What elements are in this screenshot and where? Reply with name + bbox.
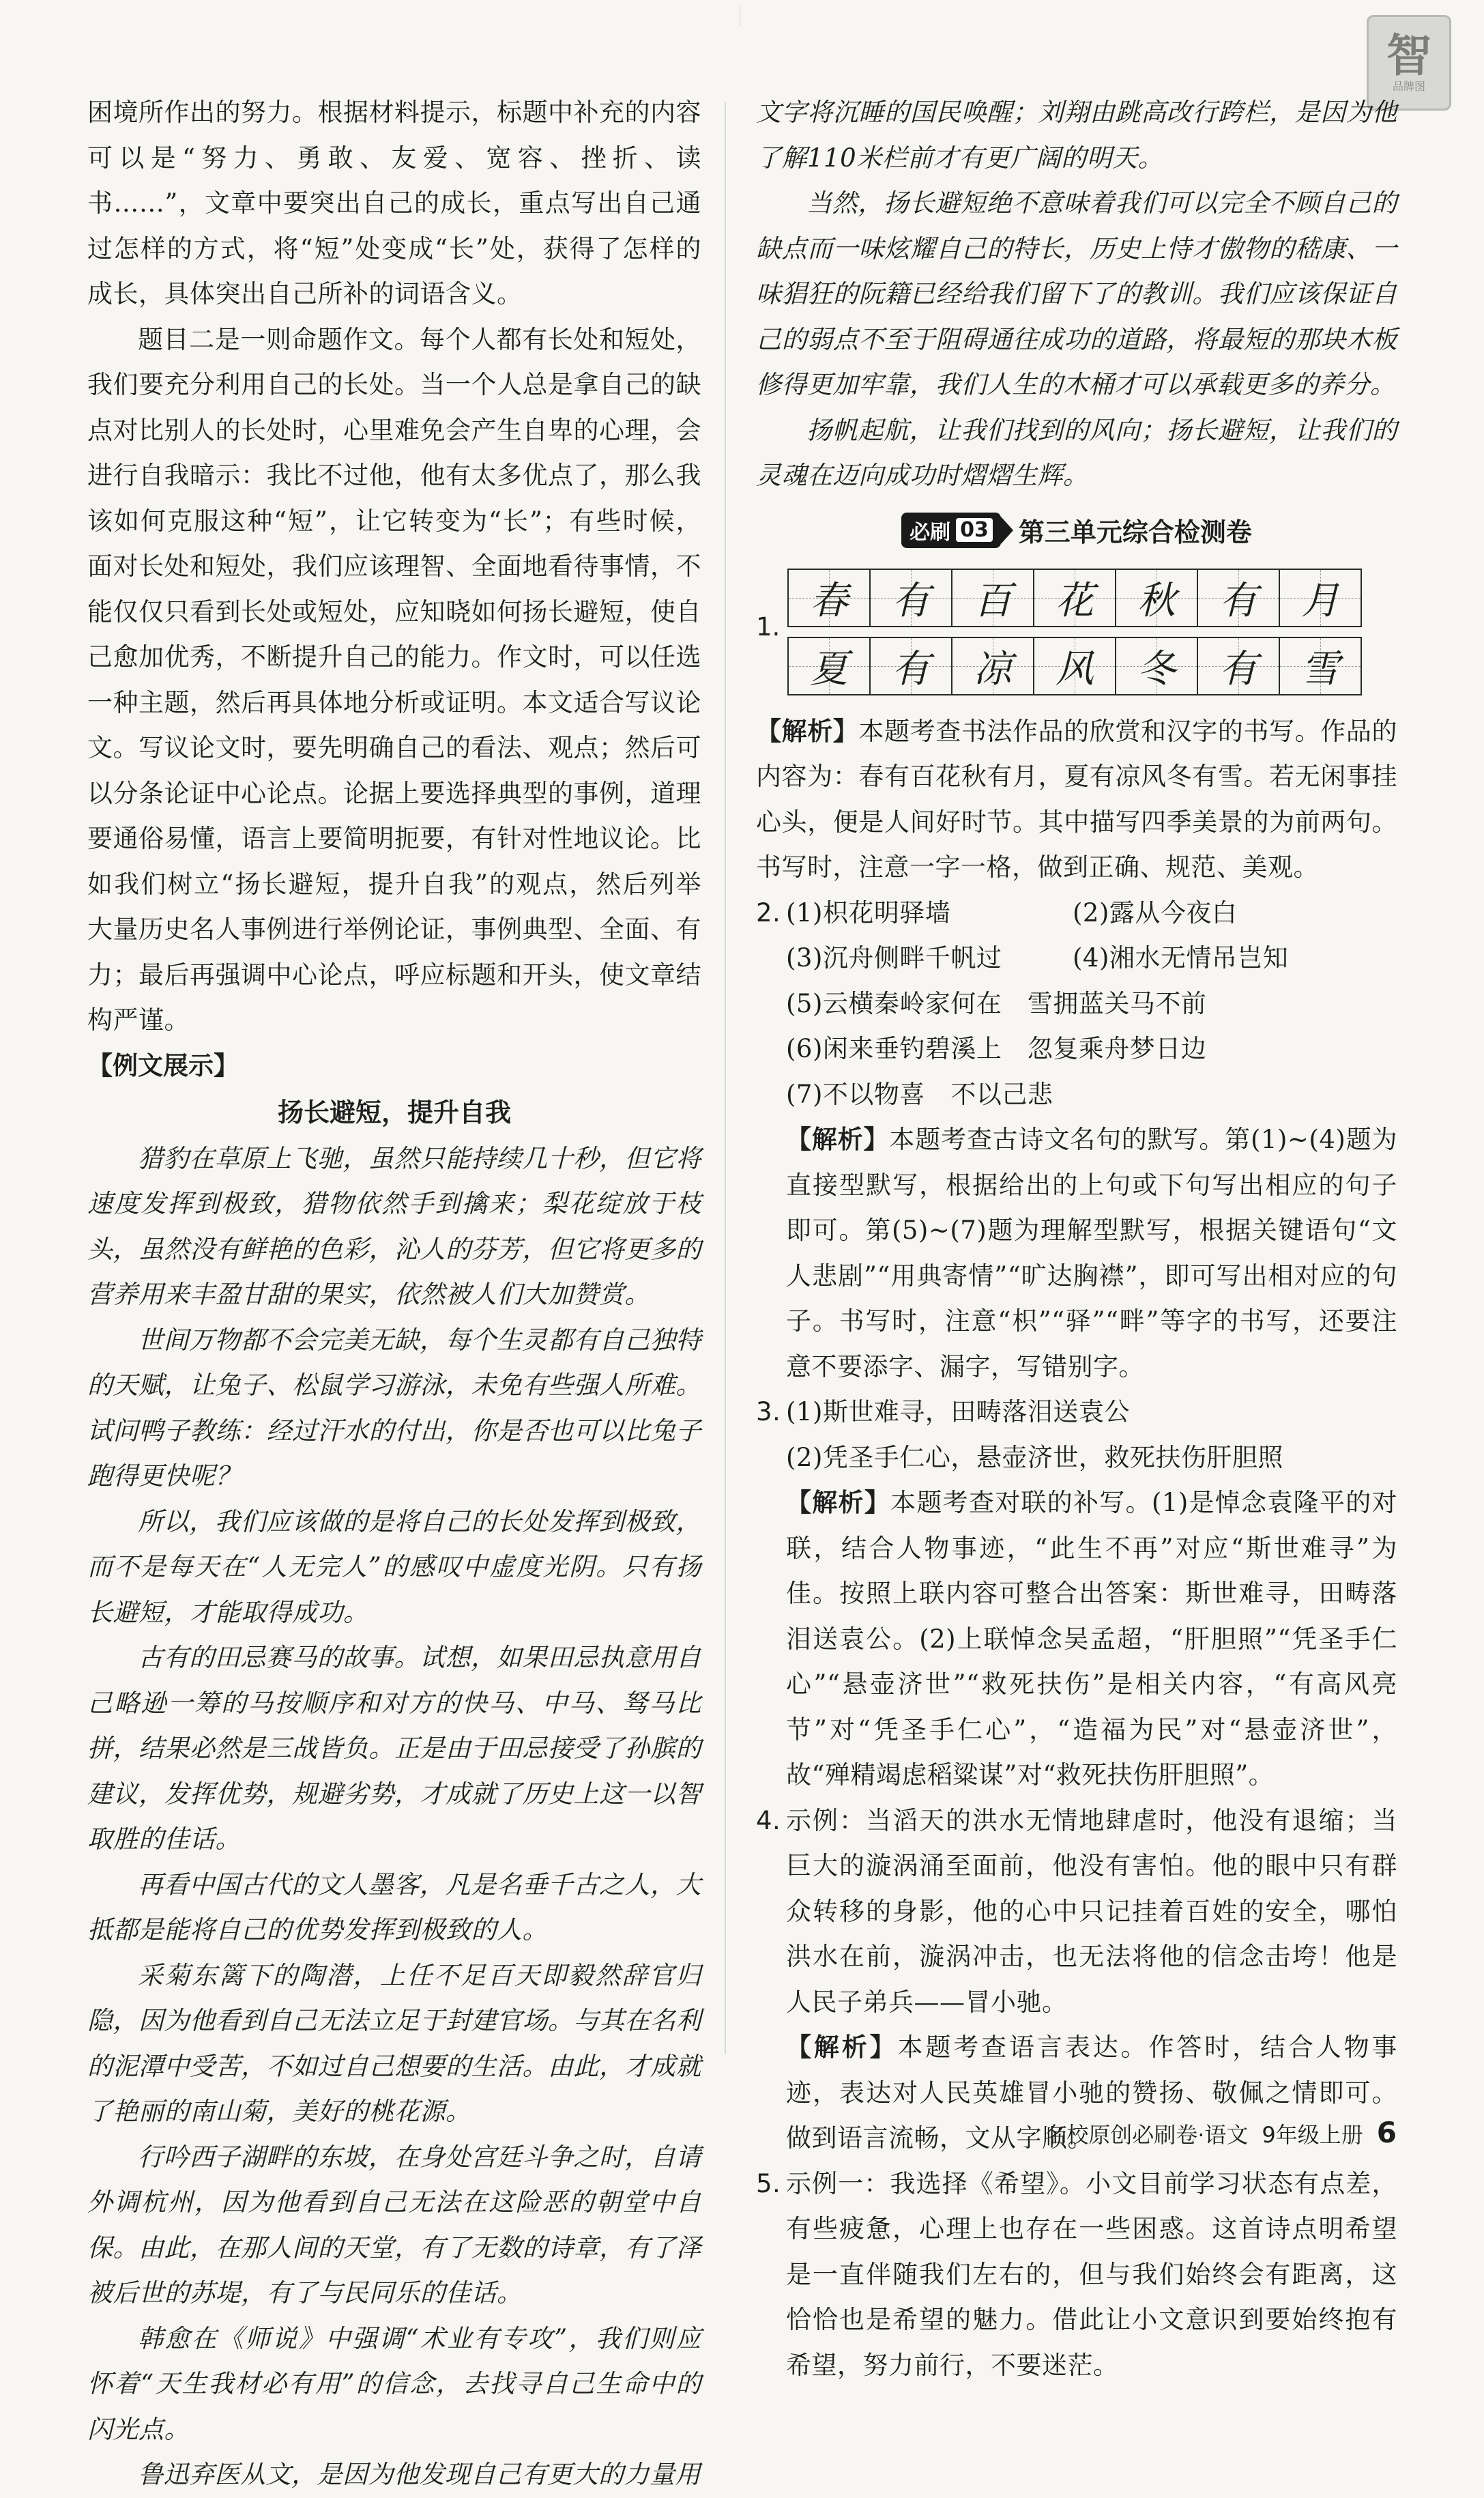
section-title: 第三单元综合检测卷 [1018, 517, 1252, 547]
essay-paragraph: 再看中国古代的文人墨客，凡是名垂千古之人，大抵都是能将自己的优势发挥到极致的人。 [87, 1869, 701, 1944]
crop-mark [740, 5, 747, 26]
grid-cell: 冬 [1115, 637, 1198, 695]
grid-cell: 有 [869, 569, 952, 627]
grid-cell: 夏 [787, 637, 871, 695]
answer: 示例一：我选择《希望》。小文目前学习状态有点差，有些疲惫，心理上也存在一些困惑。这首诗点明希望是一直伴随我们左右的，但与我们始终会有距离，这恰恰也是希望的魅力。借此让小文意识到要始终抱有希望，努力前行，不要迷茫。 [786, 2168, 1397, 2380]
grid-cell: 花 [1033, 569, 1116, 627]
section-badge [901, 513, 1001, 548]
logo-sub: 品牌图 [1392, 79, 1425, 93]
analysis [786, 1480, 1397, 1798]
grid-cell: 有 [1197, 569, 1280, 627]
grid-cell: 月 [1279, 569, 1362, 627]
question-2 [756, 891, 1397, 1390]
book-title: 名校原创必刷卷·语文 [1045, 2122, 1249, 2148]
question-3 [756, 1390, 1397, 1798]
essay-paragraph: 世间万物都不会完美无缺，每个生灵都有自己独特的天赋，让兔子、松鼠学习游泳，未免有些强人所难。试问鸭子教练：经过汗水的付出，你是否也可以比兔子跑得更快呢？ [87, 1325, 701, 1491]
essay-paragraph: 鲁迅弃医从文，是因为他发现自己有更大的力量用 [138, 2460, 701, 2489]
answer: 示例：当滔天的洪水无情地肆虐时，他没有退缩；当巨大的漩涡涌至面前，他没有害怕。他的眼中只有群众转移的身影，他的心中只记挂着百姓的安全，哪怕洪水在前，漩涡冲击，也无法将他的信念击垮！他是人民子弟兵——冒小驰。 [786, 1805, 1397, 2017]
answer: (4)湘水无情吊岂知 [1073, 943, 1289, 973]
badge-number: 03 [956, 518, 993, 542]
example-label: 【例文展示】 [87, 1050, 239, 1080]
section-header [756, 502, 1397, 559]
answer: (2)露从今夜白 [1073, 898, 1238, 928]
grid-cell: 雪 [1279, 637, 1362, 695]
essay-paragraph: 当然，扬长避短绝不意味着我们可以完全不顾自己的缺点而一味炫耀自己的特长，历史上恃才傲物的嵇康、一味猖狂的阮籍已经给我们留下了的教训。我们应该保证自己的弱点不至于阻碍通往成功的道路，将最短的那块木板修得更加牢靠，我们人生的木桶才可以承载更多的养分。 [756, 188, 1397, 399]
analysis-text: 本题考查古诗文名句的默写。第(1)~(4)题为直接型默写，根据给出的上句或下句写出相应的句子即可。第(5)~(7)题为理解型默写，根据关键语句“文人悲剧”“用典寄情”“旷达胸襟”，即可写出相对应的句子。书写时，注意“枳”“驿”“畔”等字的书写，还要注意不要添字、漏字，写错别字。 [786, 1125, 1398, 1381]
analysis [786, 1117, 1397, 1390]
analysis-tag: 【解析】 [786, 2033, 898, 2062]
analysis-text: 本题考查书法作品的欣赏和汉字的书写。作品的内容为：春有百花秋有月，夏有凉风冬有雪。若无闲事挂心头，便是人间好时节。其中描写四季美景的为前两句。书写时，注意一字一格，做到正确、规范、美观。 [756, 716, 1398, 882]
question-1-grid [756, 569, 1397, 705]
essay-paragraph: 行吟西子湖畔的东坡，在身处宫廷斗争之时，自请外调杭州，因为他看到自己无法在这险恶的朝堂中自保。由此，在那人间的天堂，有了无数的诗章，有了泽被后世的苏堤，有了与民同乐的佳话。 [87, 2142, 701, 2308]
answer-row [786, 891, 1397, 936]
page-number: 6 [1376, 2116, 1397, 2149]
badge-arrow-icon [1001, 517, 1013, 544]
answer: (2)凭圣手仁心，悬壶济世，救死扶伤肝胆照 [786, 1442, 1283, 1472]
essay-paragraph: 古有的田忌赛马的故事。试想，如果田忌执意用自己略逊一筹的马按顺序和对方的快马、中马、驽马比拼，结果必然是三战皆负。正是由于田忌接受了孙膑的建议，发挥优势，规避劣势，才成就了历史上这一以智取胜的佳话。 [87, 1643, 701, 1854]
left-column [87, 90, 701, 2498]
analysis-text: 本题考查对联的补写。(1)是悼念袁隆平的对联，结合人物事迹，“此生不再”对应“斯世难寻”为佳。按照上联内容可整合出答案：斯世难寻，田畴落泪送袁公。(2)上联悼念吴孟超，“肝胆照”“凭圣手仁心”“悬壶济世”“救死扶伤”是相关内容，“有高风亮节”对“凭圣手仁心”，“造福为民”对“悬壶济世”，故“殚精竭虑稻粱谋”对“救死扶伤肝胆照”。 [786, 1488, 1397, 1790]
essay-title: 扬长避短，提升自我 [277, 1097, 511, 1128]
analysis-tag: 【解析】 [756, 716, 859, 746]
column-divider [725, 102, 726, 2054]
answer: (6)闲来垂钓碧溪上 忽复乘舟梦日边 [786, 1034, 1207, 1063]
essay-paragraph: 所以，我们应该做的是将自己的长处发挥到极致，而不是每天在“人无完人”的感叹中虚度光阴。只有扬长避短，才能取得成功。 [87, 1506, 701, 1627]
answer-row [786, 936, 1397, 981]
grid-cell: 有 [1197, 637, 1280, 695]
answer: (3)沉舟侧畔千帆过 [786, 943, 1002, 973]
question-number: 5. [756, 2168, 781, 2198]
badge-label: 必刷 [910, 520, 951, 545]
answer: (5)云横秦岭家何在 雪拥蓝关马不前 [786, 988, 1207, 1018]
answer: (1)斯世难寻，田畴落泪送袁公 [786, 1397, 1130, 1426]
question-number: 3. [756, 1397, 781, 1426]
grid-cell: 凉 [951, 637, 1034, 695]
essay-paragraph: 采菊东篱下的陶潜，上任不足百天即毅然辞官归隐，因为他看到自己无法立足于封建官场。与其在名利的泥潭中受苦，不如过自己想要的生活。由此，才成就了艳丽的南山菊，美好的桃花源。 [87, 1960, 701, 2126]
answer: (7)不以物喜 不以己悲 [786, 1079, 1053, 1109]
question-5 [756, 2162, 1397, 2389]
analysis [756, 709, 1397, 891]
question-number: 4. [756, 1805, 781, 1835]
question-number: 2. [756, 898, 781, 928]
grid-row-1 [787, 569, 1361, 627]
analysis-tag: 【解析】 [786, 1125, 890, 1154]
essay-paragraph: 扬帆起航，让我们找到的风向；扬长避短，让我们的灵魂在迈向成功时熠熠生辉。 [756, 415, 1397, 490]
answer: (1)枳花明驿墙 [786, 898, 951, 928]
grid-row-2 [787, 637, 1361, 695]
grid-cell: 有 [869, 637, 952, 695]
logo-char: 智 [1386, 28, 1431, 82]
page-footer [1045, 2116, 1397, 2149]
left-paragraph-1: 困境所作出的努力。根据材料提示，标题中补充的内容可以是“努力、勇敢、友爱、宽容、挫折、读书……”，文章中要突出自己的成长，重点写出自己通过怎样的方式，将“短”处变成“长”处，获得了怎样的成长，具体突出自己所补的词语含义。 [87, 98, 701, 308]
grid-cell: 秋 [1115, 569, 1198, 627]
grid-cell: 百 [951, 569, 1034, 627]
essay-continuation: 文字将沉睡的国民唤醒；刘翔由跳高改行跨栏，是因为他了解110米栏前才有更广阔的明天。 [756, 98, 1397, 173]
question-number: 1. [756, 612, 781, 642]
grid-cell: 春 [787, 569, 871, 627]
essay-paragraph: 韩愈在《师说》中强调“术业有专攻”，我们则应怀着“天生我材必有用”的信念，去找寻自己生命中的闪光点。 [87, 2323, 701, 2444]
essay-paragraph: 猎豹在草原上飞驰，虽然只能持续几十秒，但它将速度发挥到极致，猎物依然手到擒来；梨花绽放于枝头，虽然没有鲜艳的色彩，沁人的芬芳，但它将更多的营养用来丰盈甘甜的果实，依然被人们大加赞赏。 [87, 1143, 701, 1309]
grid-cell: 风 [1033, 637, 1116, 695]
question-4 [756, 1798, 1397, 2162]
right-column [756, 90, 1397, 2388]
analysis-tag: 【解析】 [786, 1488, 891, 1517]
left-paragraph-2: 题目二是一则命题作文。每个人都有长处和短处，我们要充分利用自己的长处。当一个人总是拿自己的缺点对比别人的长处时，心里难免会产生自卑的心理，会进行自我暗示：我比不过他，他有太多优点了，那么我该如何克服这种“短”，让它转变为“长”；有些时候，面对长处和短处，我们应该理智、全面地看待事情，不能仅仅只看到长处或短处，应知晓如何扬长避短，使自己愈加优秀，不断提升自己的能力。作文时，可以任选一种主题，然后再具体地分析或证明。本文适合写议论文。写议论文时，要先明确自己的看法、观点；然后可以分条论证中心论点。论据上要选择典型的事例，道理要通俗易懂，语言上要简明扼要，有针对性地议论。比如我们树立“扬长避短，提升自我”的观点，然后列举大量历史名人事例进行举例论证，事例典型、全面、有力；最后再强调中心论点，呼应标题和开头，使文章结构严谨。 [87, 324, 701, 1035]
analysis-text: 本题考查语言表达。作答时，结合人物事迹，表达对人民英雄冒小驰的赞扬、敬佩之情即可。做到语言流畅，文从字顺。 [786, 2033, 1398, 2153]
grade-label: 9年级上册 [1262, 2122, 1363, 2148]
